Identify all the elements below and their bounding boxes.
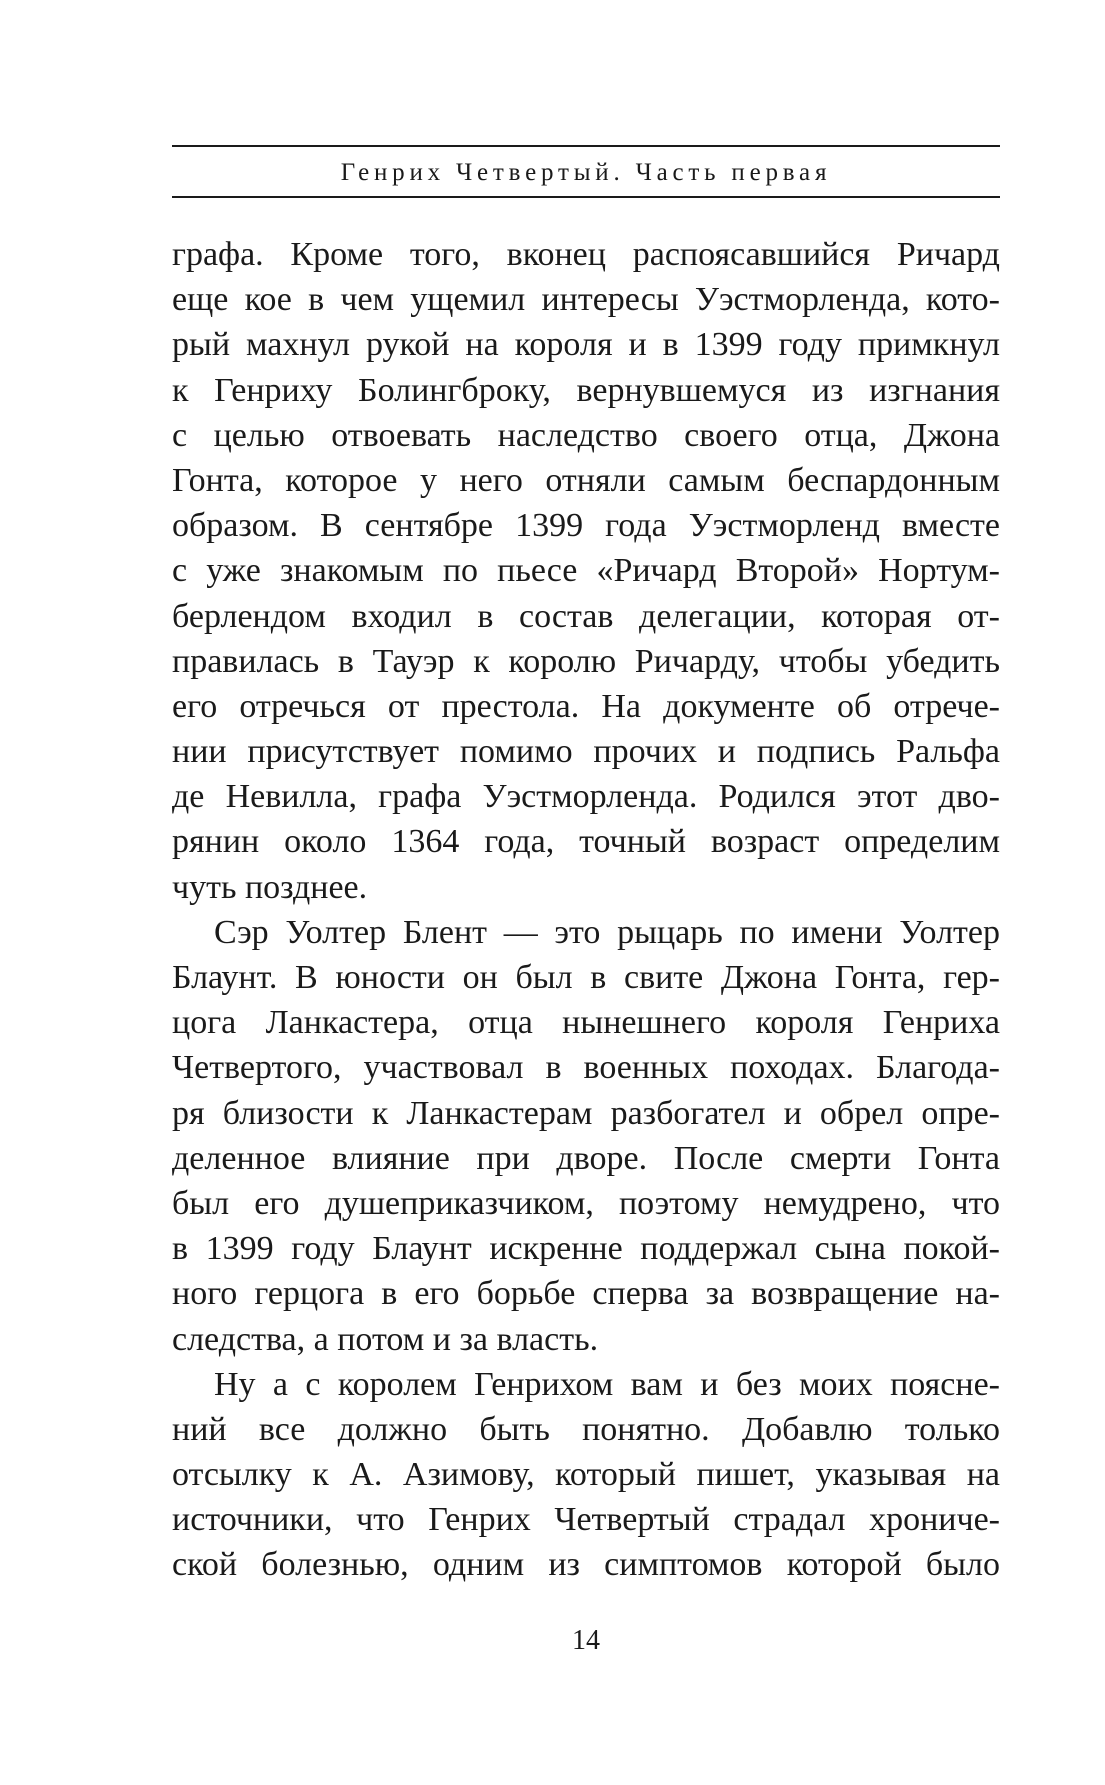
text-line: к Генриху Болингброку, вернувшемуся из изгнания <box>172 371 1000 409</box>
text-line: следства, а потом и за власть. <box>172 1320 599 1358</box>
text-line: ря близости к Ланкастерам разбогател и обрел опре- <box>172 1094 1000 1132</box>
text-line: ного герцога в его борьбе сперва за возвращение на- <box>172 1275 1000 1313</box>
header-rule-bottom <box>172 196 1000 198</box>
text-line: в 1399 году Блаунт искренне поддержал сына покой- <box>172 1230 1000 1268</box>
text-line: ской болезнью, одним из симптомов которой было <box>172 1546 1000 1584</box>
text-line: де Невилла, графа Уэстморленда. Родился этот дво- <box>172 778 1000 816</box>
text-line: ний все должно быть понятно. Добавлю только <box>172 1410 1000 1448</box>
text-line: источники, что Генрих Четвертый страдал хрониче- <box>172 1501 1000 1539</box>
text-line: рый махнул рукой на короля и в 1399 году примкнул <box>172 326 1000 364</box>
text-line: чуть позднее. <box>172 868 368 906</box>
running-head: Генрих Четвертый. Часть первая <box>340 159 832 186</box>
text-line: цога Ланкастера, отца нынешнего короля Генриха <box>172 1004 1000 1042</box>
page-number: 14 <box>572 1625 600 1656</box>
paragraph-3 <box>172 1362 1000 1588</box>
paragraph-1 <box>172 232 1000 910</box>
text-line: еще кое в чем ущемил интересы Уэстморленда, кото- <box>172 281 1000 319</box>
text-line: был его душеприказчиком, поэтому немудрено, что <box>172 1184 1000 1222</box>
text-line: Сэр Уолтер Блент — это рыцарь по имени Уолтер <box>214 913 1000 951</box>
text-line: правилась в Тауэр к королю Ричарду, чтобы убедить <box>172 642 1000 680</box>
text-line: Блаунт. В юности он был в свите Джона Гонта, гер- <box>172 959 1000 996</box>
text-line: нии присутствует помимо прочих и подпись Ральфа <box>172 733 1000 771</box>
header-rule-top <box>172 145 1000 147</box>
text-line: Гонта, которое у него отняли самым беспардонным <box>172 461 1000 499</box>
text-line: деленное влияние при дворе. После смерти Гонта <box>172 1139 1000 1177</box>
text-line: с целью отвоевать наследство своего отца, Джона <box>172 416 1000 454</box>
text-line: с уже знакомым по пьесе «Ричард Второй» Нортум- <box>172 552 1000 590</box>
text-line: Четвертого, участвовал в военных походах. Благода- <box>172 1049 1000 1087</box>
text-line: образом. В сентябре 1399 года Уэстморленд вместе <box>172 507 1000 545</box>
text-line: берлендом входил в состав делегации, которая от- <box>172 597 1000 635</box>
paragraph-2 <box>172 910 1000 1362</box>
body-text <box>172 232 1000 1588</box>
text-line: отсылку к А. Азимову, который пишет, указывая на <box>172 1456 1000 1494</box>
text-line: Ну а с королем Генрихом вам и без моих поясне- <box>214 1365 1000 1403</box>
text-line: рянин около 1364 года, точный возраст определим <box>172 823 1000 861</box>
text-line: его отречься от престола. На документе об отрече- <box>172 687 1000 725</box>
text-line: графа. Кроме того, вконец распоясавшийся Ричард <box>172 236 1000 273</box>
